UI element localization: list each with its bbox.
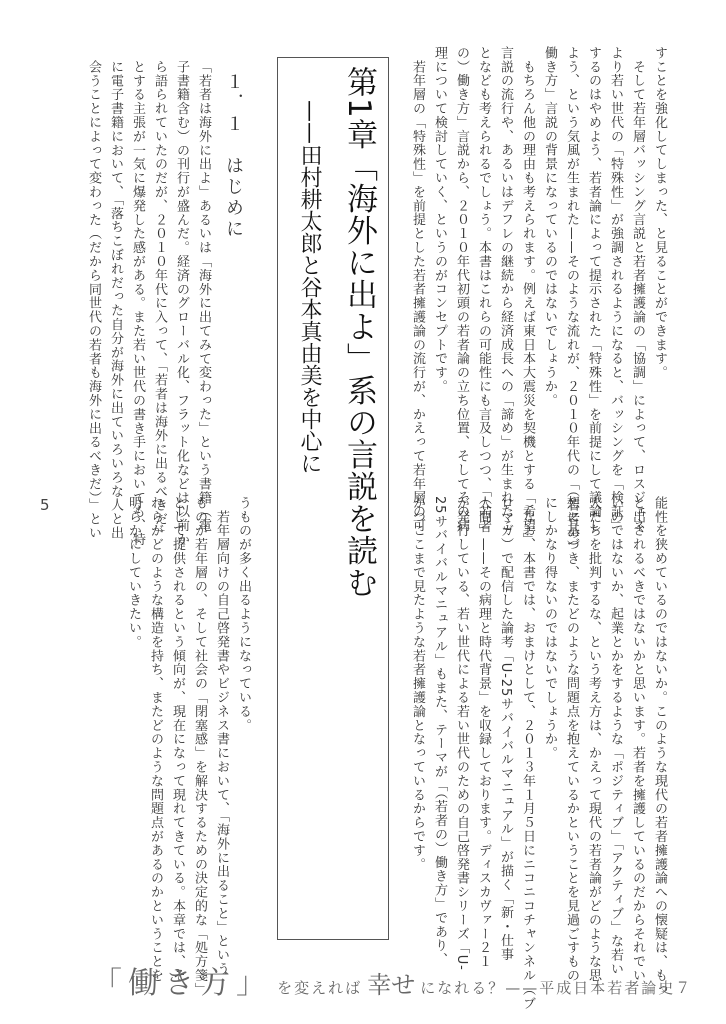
footer-part-1: 「働き方」: [92, 966, 272, 1001]
text-line: なお、本書では、おまけとして、２０１３年１月５日にニコニコチャンネル（ブ: [520, 496, 535, 1011]
running-footer: [92, 958, 692, 1002]
text-line: として提供されるという傾向が、現在になって現れてきている。本章では、そ: [170, 496, 185, 983]
text-line: 理について検討していく、というのがコンセプトです。: [432, 46, 447, 394]
text-line: 能性を狭めているのではないか。このような現代の若者擁護論への懐疑は、もっ: [652, 496, 667, 997]
section-heading: １．１ はじめに: [223, 72, 244, 240]
text-line: そして若年層バッシング言説と若者擁護論の「協調」によって、ロスジェネ: [630, 46, 645, 533]
body-text-top-right: [406, 46, 670, 554]
text-line: いのではないか、起業とかをするような「ポジティブ」「アクティブ」な若い: [608, 496, 623, 976]
chapter-title: 第1章「海外に出よ」系の言説を読む: [341, 66, 377, 599]
text-line: 若年層の「特殊性」を前提とした若者擁護論の流行が、かえって若年層の可: [410, 46, 425, 533]
text-line: よう、という気風が生まれた——そのような流れが、２０１０年代の「（若者の）: [564, 46, 579, 554]
chapter-subtitle: ——田村耕太郎と谷本真由美を中心に: [297, 100, 322, 474]
footer-part-2: を変えれば: [277, 979, 363, 997]
text-line: に電子書籍において、「落ちこぼれだった自分が海外に出ていろいろな人と出: [108, 60, 123, 540]
footer-part-3: 幸せ: [367, 971, 416, 999]
text-line: 明らかにしていきたい。: [126, 496, 141, 649]
text-line: 想に基づき、またどのような問題点を抱えているかということを見過ごすもの: [564, 496, 579, 983]
body-text-top-left: [80, 60, 214, 547]
footer-part-4: になれる？——平成日本若者論史７: [420, 979, 693, 997]
text-line: 働き方」言説の背景になっているのではないでしょうか。: [542, 46, 557, 408]
text-line: が発行している、若い世代による若い世代のための自己啓発書シリーズ「U-: [454, 496, 469, 971]
text-line: の）働き方」言説から、２０１０年代初頭の若者論の立ち位置、そしてその病: [454, 46, 469, 533]
text-line: れらがどのような構造を持ち、またどのような問題点があるのかということを: [148, 496, 163, 983]
text-line: ロマガ）で配信した論考「U-25サバイバルマニュアル」が描く「新・仕事: [498, 496, 513, 962]
text-line: 人たちを批判するな、という考え方は、かえって現代の若者論がどのような思: [586, 496, 601, 983]
text-line: ものが若年層の、そして社会の「閉塞感」を解決するための決定的な「処方箋」: [192, 496, 207, 997]
text-line: 若年層向けの自己啓発書やビジネス書において、「海外に出ること」という: [214, 496, 229, 976]
text-line: すことを強化してしまった、と見ることができます。: [652, 46, 667, 380]
text-line: 「若者は海外に出よ」あるいは「海外に出てみて変わった」という書籍（電: [196, 60, 211, 533]
text-line: となども考えられるでしょう。本書はこれらの可能性にも言及しつつ、「（若者: [476, 46, 491, 534]
text-line: 25サバイバルマニュアル」もまた、テーマが「（若者の）働き方」であり、: [432, 496, 447, 967]
text-line: 子書籍含む）の刊行が盛んだ。経済のグローバル化、フラット化などは以前か: [174, 60, 189, 547]
text-line: 人間」——その病理と時代背景」を収録しております。ディスカヴァー２１: [476, 496, 491, 969]
text-line: と出されるべきではないかと思います。若者を擁護しているのだからそれでい: [630, 496, 645, 983]
text-line: うものが多く出るようになっている。: [236, 496, 251, 733]
text-line: かつここまで見たような若者擁護論となっているからです。: [410, 496, 425, 872]
text-line: もちろん他の理由も考えられます。例えば東日本大震災を契機とする「希望」: [520, 46, 535, 547]
text-line: にしかなり得ないのではないでしょうか。: [542, 496, 557, 761]
page-number: 5: [40, 496, 50, 514]
text-line: とする主張が一気に爆発した感がある。また若い世代の書き手においても、特: [130, 60, 145, 547]
text-line: より若い世代の「特殊性」が強調されるようになると、バッシングを「検証」: [608, 46, 623, 533]
text-line: ら語られていたのだが、２０１０年代に入って、「若者は海外に出るべきだ」: [152, 60, 167, 540]
text-line: 会うことによって変わった（だから同世代の若者も海外に出るべきだ）」とい: [86, 60, 101, 540]
text-line: するのはやめよう、若者論によって提示された「特殊性」を前提にして議論し: [586, 46, 601, 533]
text-line: 言説の流行や、あるいはデフレの継続から経済成長への「諦め」が生まれたこ: [498, 46, 513, 533]
